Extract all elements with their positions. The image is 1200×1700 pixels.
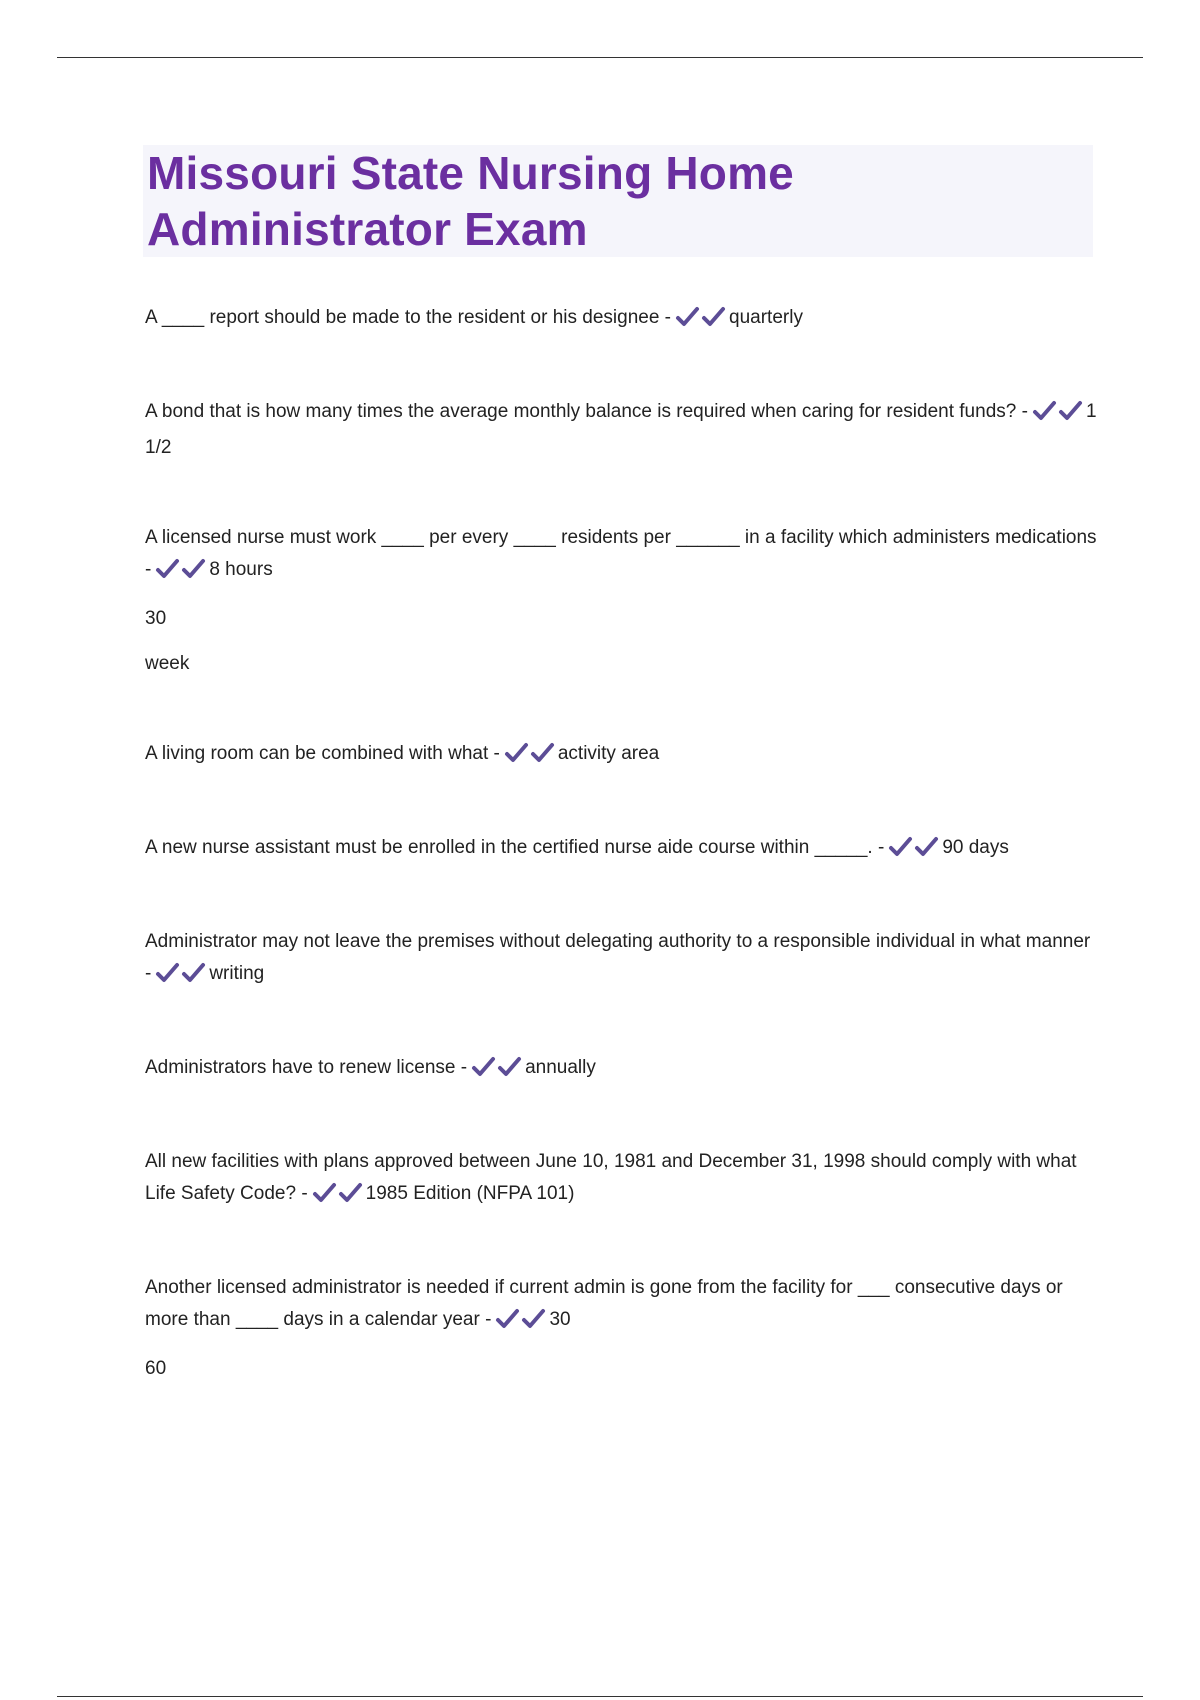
check-mark-icon: [471, 1056, 497, 1078]
check-mark-icon: [497, 1056, 523, 1078]
qa-item: [145, 1052, 1100, 1088]
question-list: [145, 302, 1100, 1443]
question-text: A bond that is how many times the average monthly balance is required when caring for resident funds? -: [145, 401, 1028, 422]
answer-continuation: week: [145, 653, 190, 674]
check-mark-icon: [914, 836, 940, 858]
check-mark-icon: [888, 836, 914, 858]
check-marks: [155, 962, 207, 994]
question-text: All new facilities with plans approved between June 10, 1981 and December 31, 1998 should comply with what Life Safety Code? -: [145, 1151, 1077, 1204]
qa-item: [145, 1146, 1100, 1214]
qa-item: [145, 302, 1100, 338]
answer-continuation: 30: [145, 608, 167, 629]
answer-text: 30: [549, 1309, 571, 1330]
answer-text: 8 hours: [209, 559, 273, 580]
qa-text: [145, 1146, 1100, 1214]
check-mark-icon: [675, 306, 701, 328]
check-marks: [888, 836, 940, 868]
check-mark-icon: [495, 1308, 521, 1330]
question-text: A licensed nurse must work ____ per every ____ residents per ______ in a facility which administers medications -: [145, 527, 1097, 580]
title-banner: [143, 145, 1093, 257]
qa-text: [145, 302, 1100, 338]
answer-text: 90 days: [942, 837, 1009, 858]
answer-text: activity area: [557, 743, 660, 764]
answer-text: quarterly: [729, 307, 803, 328]
check-marks: [504, 742, 556, 774]
check-marks: [471, 1056, 523, 1088]
check-mark-icon: [155, 962, 181, 984]
qa-text: [145, 926, 1100, 994]
answer-text: 1 1/2: [145, 401, 1097, 458]
qa-item: [145, 396, 1100, 464]
check-mark-icon: [181, 558, 207, 580]
check-marks: [312, 1182, 364, 1214]
check-marks: [495, 1308, 547, 1340]
check-mark-icon: [701, 306, 727, 328]
question-text: Another licensed administrator is needed if current admin is gone from the facility for ___ consecutive days or more than ____ days in a calendar year -: [145, 1277, 1063, 1330]
title-line-1: Missouri State Nursing Home: [147, 147, 794, 199]
check-marks: [155, 558, 207, 590]
qa-item: [145, 738, 1100, 774]
qa-text: [145, 1052, 1100, 1088]
check-marks: [675, 306, 727, 338]
check-mark-icon: [155, 558, 181, 580]
check-mark-icon: [521, 1308, 547, 1330]
question-text: A living room can be combined with what -: [145, 743, 500, 764]
check-mark-icon: [181, 962, 207, 984]
qa-item: [145, 1272, 1100, 1385]
check-marks: [1032, 400, 1084, 432]
check-mark-icon: [504, 742, 530, 764]
answer-continuation: 60: [145, 1358, 167, 1379]
question-text: A new nurse assistant must be enrolled in the certified nurse aide course within _____. -: [145, 837, 885, 858]
check-mark-icon: [1058, 400, 1084, 422]
answer-text: annually: [525, 1057, 596, 1078]
question-text: Administrators have to renew license -: [145, 1057, 468, 1078]
answer-text: writing: [209, 963, 265, 984]
title-line-2: Administrator Exam: [147, 203, 588, 255]
qa-text: [145, 522, 1100, 590]
check-mark-icon: [530, 742, 556, 764]
top-rule: [57, 57, 1143, 58]
qa-text: [145, 832, 1100, 868]
check-mark-icon: [338, 1182, 364, 1204]
qa-text: [145, 1272, 1100, 1340]
answer-text: 1985 Edition (NFPA 101): [365, 1183, 575, 1204]
bottom-rule: [57, 1696, 1143, 1697]
check-mark-icon: [312, 1182, 338, 1204]
question-text: Administrator may not leave the premises without delegating authority to a responsible individual in what manner -: [145, 931, 1091, 984]
qa-text: [145, 396, 1100, 464]
qa-item: [145, 926, 1100, 994]
qa-item: [145, 522, 1100, 680]
question-text: A ____ report should be made to the resident or his designee -: [145, 307, 672, 328]
check-mark-icon: [1032, 400, 1058, 422]
qa-text: [145, 738, 1100, 774]
page-title: [147, 145, 1089, 257]
qa-item: [145, 832, 1100, 868]
